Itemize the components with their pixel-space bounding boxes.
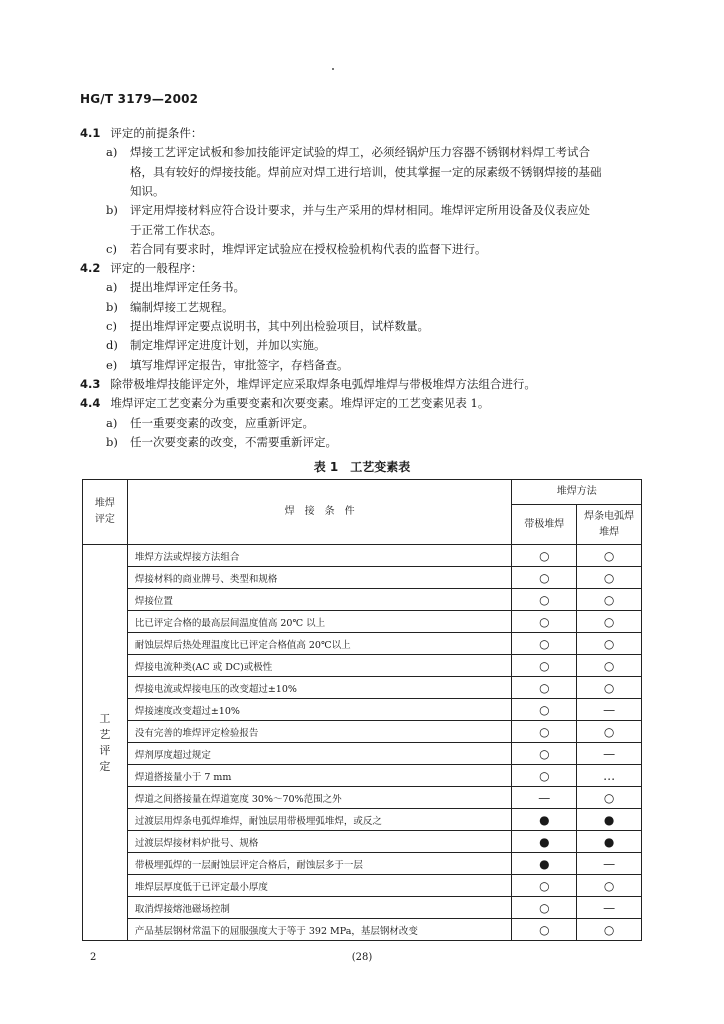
list-item-label: a) <box>106 145 118 160</box>
section-number: 4.3 <box>80 376 101 391</box>
list-item-label: c) <box>106 241 117 256</box>
table-row <box>83 721 642 743</box>
line-text: 除带极堆焊技能评定外，堆焊评定应采取焊条电弧焊堆焊与带极堆焊方法组合进行。 <box>110 376 536 391</box>
section-heading <box>80 124 202 143</box>
smaw-overlay-mark: — <box>577 897 642 919</box>
strip-overlay-mark: ○ <box>512 655 577 677</box>
condition-cell: 焊接电流种类(AC 或 DC)或极性 <box>127 655 512 677</box>
list-item <box>106 433 337 452</box>
list-item-label: b) <box>106 434 118 449</box>
strip-overlay-mark: ○ <box>512 765 577 787</box>
list-item-continuation <box>130 221 222 240</box>
strip-overlay-mark: ○ <box>512 611 577 633</box>
condition-cell: 产品基层钢材常温下的屈服强度大于等于 392 MPa，基层钢材改变 <box>127 919 512 941</box>
list-item <box>106 298 234 317</box>
condition-cell: 焊接速度改变超过±10% <box>127 699 512 721</box>
list-item-label: d) <box>106 338 118 353</box>
list-item <box>106 240 487 259</box>
list-item <box>106 317 429 336</box>
condition-cell: 焊接电流或焊接电压的改变超过±10% <box>127 677 512 699</box>
table-row <box>83 787 642 809</box>
smaw-overlay-mark: ○ <box>577 919 642 941</box>
list-item-label: c) <box>106 319 117 333</box>
condition-cell: 过渡层用焊条电弧焊堆焊，耐蚀层用带极埋弧堆焊，或反之 <box>127 809 512 831</box>
line-text: 评定的前提条件： <box>110 126 203 140</box>
table-row <box>83 677 642 699</box>
smaw-overlay-mark: ○ <box>577 787 642 809</box>
smaw-overlay-mark: ○ <box>577 721 642 743</box>
header-smaw-overlay <box>577 505 642 545</box>
table-row <box>83 743 642 765</box>
strip-overlay-mark: ● <box>512 809 577 831</box>
smaw-overlay-mark: — <box>577 853 642 875</box>
condition-cell: 堆焊方法或焊接方法组合 <box>127 545 512 567</box>
section-heading <box>80 259 202 278</box>
line-text: 制定堆焊评定进度计划，并加以实施。 <box>130 338 326 353</box>
list-item-continuation <box>130 163 602 182</box>
scan-speck <box>332 68 334 70</box>
category-cell <box>83 545 128 941</box>
strip-overlay-mark: ○ <box>512 897 577 919</box>
section-heading <box>80 375 536 394</box>
table-row <box>83 633 642 655</box>
condition-cell: 堆焊层厚度低于已评定最小厚度 <box>127 875 512 897</box>
list-item-label: b) <box>106 299 118 314</box>
header-overlay-eval <box>83 480 128 545</box>
table-row <box>83 897 642 919</box>
header-smaw-line2: 堆焊 <box>599 526 620 538</box>
page-number: 2 <box>90 952 97 963</box>
strip-overlay-mark: ○ <box>512 545 577 567</box>
condition-cell: 比已评定合格的最高层间温度值高 20℃ 以上 <box>127 611 512 633</box>
line-text: 提出堆焊评定要点说明书，其中列出检验项目，试样数量。 <box>130 319 429 333</box>
section-number: 4.2 <box>80 261 101 276</box>
condition-cell: 没有完善的堆焊评定检验报告 <box>127 721 512 743</box>
category-char: 评 <box>99 743 111 757</box>
condition-cell: 取消焊接熔池磁场控制 <box>127 897 512 919</box>
list-item <box>106 356 349 375</box>
page-reference: (28) <box>351 952 373 963</box>
list-item-label: e) <box>106 357 118 372</box>
strip-overlay-mark: ○ <box>512 721 577 743</box>
line-text: 评定用焊接材料应符合设计要求，并与生产采用的焊材相同。堆焊评定所用设备及仪表应处 <box>130 203 590 218</box>
section-heading <box>80 394 489 413</box>
smaw-overlay-mark: ● <box>577 809 642 831</box>
strip-overlay-mark: ● <box>512 831 577 853</box>
condition-cell: 焊道搭接量小于 7 mm <box>127 765 512 787</box>
smaw-overlay-mark: ○ <box>577 655 642 677</box>
standard-code: HG/T 3179—2002 <box>80 92 199 106</box>
category-char: 艺 <box>99 727 111 741</box>
line-text: 编制焊接工艺规程。 <box>130 299 234 314</box>
line-text: 格，具有较好的焊接技能。焊前应对焊工进行培训，使其掌握一定的尿素级不锈钢焊接的基础 <box>130 164 602 179</box>
smaw-overlay-mark: ○ <box>577 567 642 589</box>
strip-overlay-mark: ○ <box>512 743 577 765</box>
header-strip-overlay: 带极堆焊 <box>512 505 577 545</box>
category-char: 定 <box>99 759 111 773</box>
line-text: 提出堆焊评定任务书。 <box>130 280 245 295</box>
list-item-label: b) <box>106 203 118 218</box>
table-row <box>83 919 642 941</box>
table-title: 表 1 工艺变素表 <box>313 460 411 474</box>
list-item <box>106 414 314 433</box>
header-smaw-line1: 焊条电弧焊 <box>584 510 635 522</box>
condition-cell: 焊道之间搭接量在焊道宽度 30%～70%范围之外 <box>127 787 512 809</box>
list-item-label: a) <box>106 280 118 295</box>
smaw-overlay-mark: — <box>577 743 642 765</box>
smaw-overlay-mark: ● <box>577 831 642 853</box>
list-item <box>106 201 590 220</box>
line-text: 知识。 <box>130 183 165 198</box>
smaw-overlay-mark: ○ <box>577 545 642 567</box>
smaw-overlay-mark: ○ <box>577 633 642 655</box>
process-variables-table <box>82 479 642 941</box>
category-char: 工 <box>99 711 111 725</box>
table-row <box>83 853 642 875</box>
list-item <box>106 278 245 297</box>
line-text: 于正常工作状态。 <box>130 222 222 237</box>
section-number: 4.1 <box>80 126 101 140</box>
condition-cell: 焊剂厚度超过规定 <box>127 743 512 765</box>
table-row <box>83 545 642 567</box>
condition-cell: 过渡层焊接材料炉批号、规格 <box>127 831 512 853</box>
line-text: 任一次要变素的改变，不需要重新评定。 <box>130 434 337 449</box>
line-text: 填写堆焊评定报告，审批签字，存档备查。 <box>130 357 349 372</box>
strip-overlay-mark: ○ <box>512 633 577 655</box>
list-item <box>106 336 326 355</box>
list-item <box>106 143 590 162</box>
line-text: 若合同有要求时，堆焊评定试验应在授权检验机构代表的监督下进行。 <box>130 241 487 256</box>
strip-overlay-mark: — <box>512 787 577 809</box>
table-row <box>83 809 642 831</box>
table-row <box>83 611 642 633</box>
table-row <box>83 589 642 611</box>
list-item-continuation <box>130 182 165 201</box>
strip-overlay-mark: ○ <box>512 699 577 721</box>
table-row <box>83 765 642 787</box>
section-number: 4.4 <box>80 396 101 411</box>
condition-cell: 焊接位置 <box>127 589 512 611</box>
smaw-overlay-mark: — <box>577 699 642 721</box>
strip-overlay-mark: ○ <box>512 875 577 897</box>
line-text: 任一重要变素的改变，应重新评定。 <box>130 415 314 430</box>
list-item-label: a) <box>106 415 118 430</box>
condition-cell: 焊接材料的商业牌号、类型和规格 <box>127 567 512 589</box>
line-text: 焊接工艺评定试板和参加技能评定试验的焊工，必须经锅炉压力容器不锈钢材料焊工考试合 <box>130 145 590 160</box>
smaw-overlay-mark: ○ <box>577 875 642 897</box>
strip-overlay-mark: ○ <box>512 567 577 589</box>
line-text: 评定的一般程序： <box>110 261 203 276</box>
header-welding-conditions: 焊 接 条 件 <box>127 480 512 545</box>
header-overlay-methods: 堆焊方法 <box>512 480 642 505</box>
strip-overlay-mark: ● <box>512 853 577 875</box>
table-row <box>83 567 642 589</box>
header-overlay-eval-line2: 评定 <box>94 514 115 525</box>
strip-overlay-mark: ○ <box>512 677 577 699</box>
table-row <box>83 831 642 853</box>
table-row <box>83 875 642 897</box>
strip-overlay-mark: ○ <box>512 589 577 611</box>
strip-overlay-mark: ○ <box>512 919 577 941</box>
smaw-overlay-mark: ○ <box>577 589 642 611</box>
table-row <box>83 655 642 677</box>
condition-cell: 耐蚀层焊后热处理温度比已评定合格值高 20℃以上 <box>127 633 512 655</box>
table-body <box>83 545 642 941</box>
condition-cell: 带极埋弧焊的一层耐蚀层评定合格后，耐蚀层多于一层 <box>127 853 512 875</box>
table-row <box>83 699 642 721</box>
smaw-overlay-mark: … <box>577 765 642 787</box>
line-text: 堆焊评定工艺变素分为重要变素和次要变素。堆焊评定的工艺变素见表 1。 <box>110 396 490 411</box>
header-overlay-eval-line1: 堆焊 <box>94 498 115 509</box>
smaw-overlay-mark: ○ <box>577 677 642 699</box>
smaw-overlay-mark: ○ <box>577 611 642 633</box>
